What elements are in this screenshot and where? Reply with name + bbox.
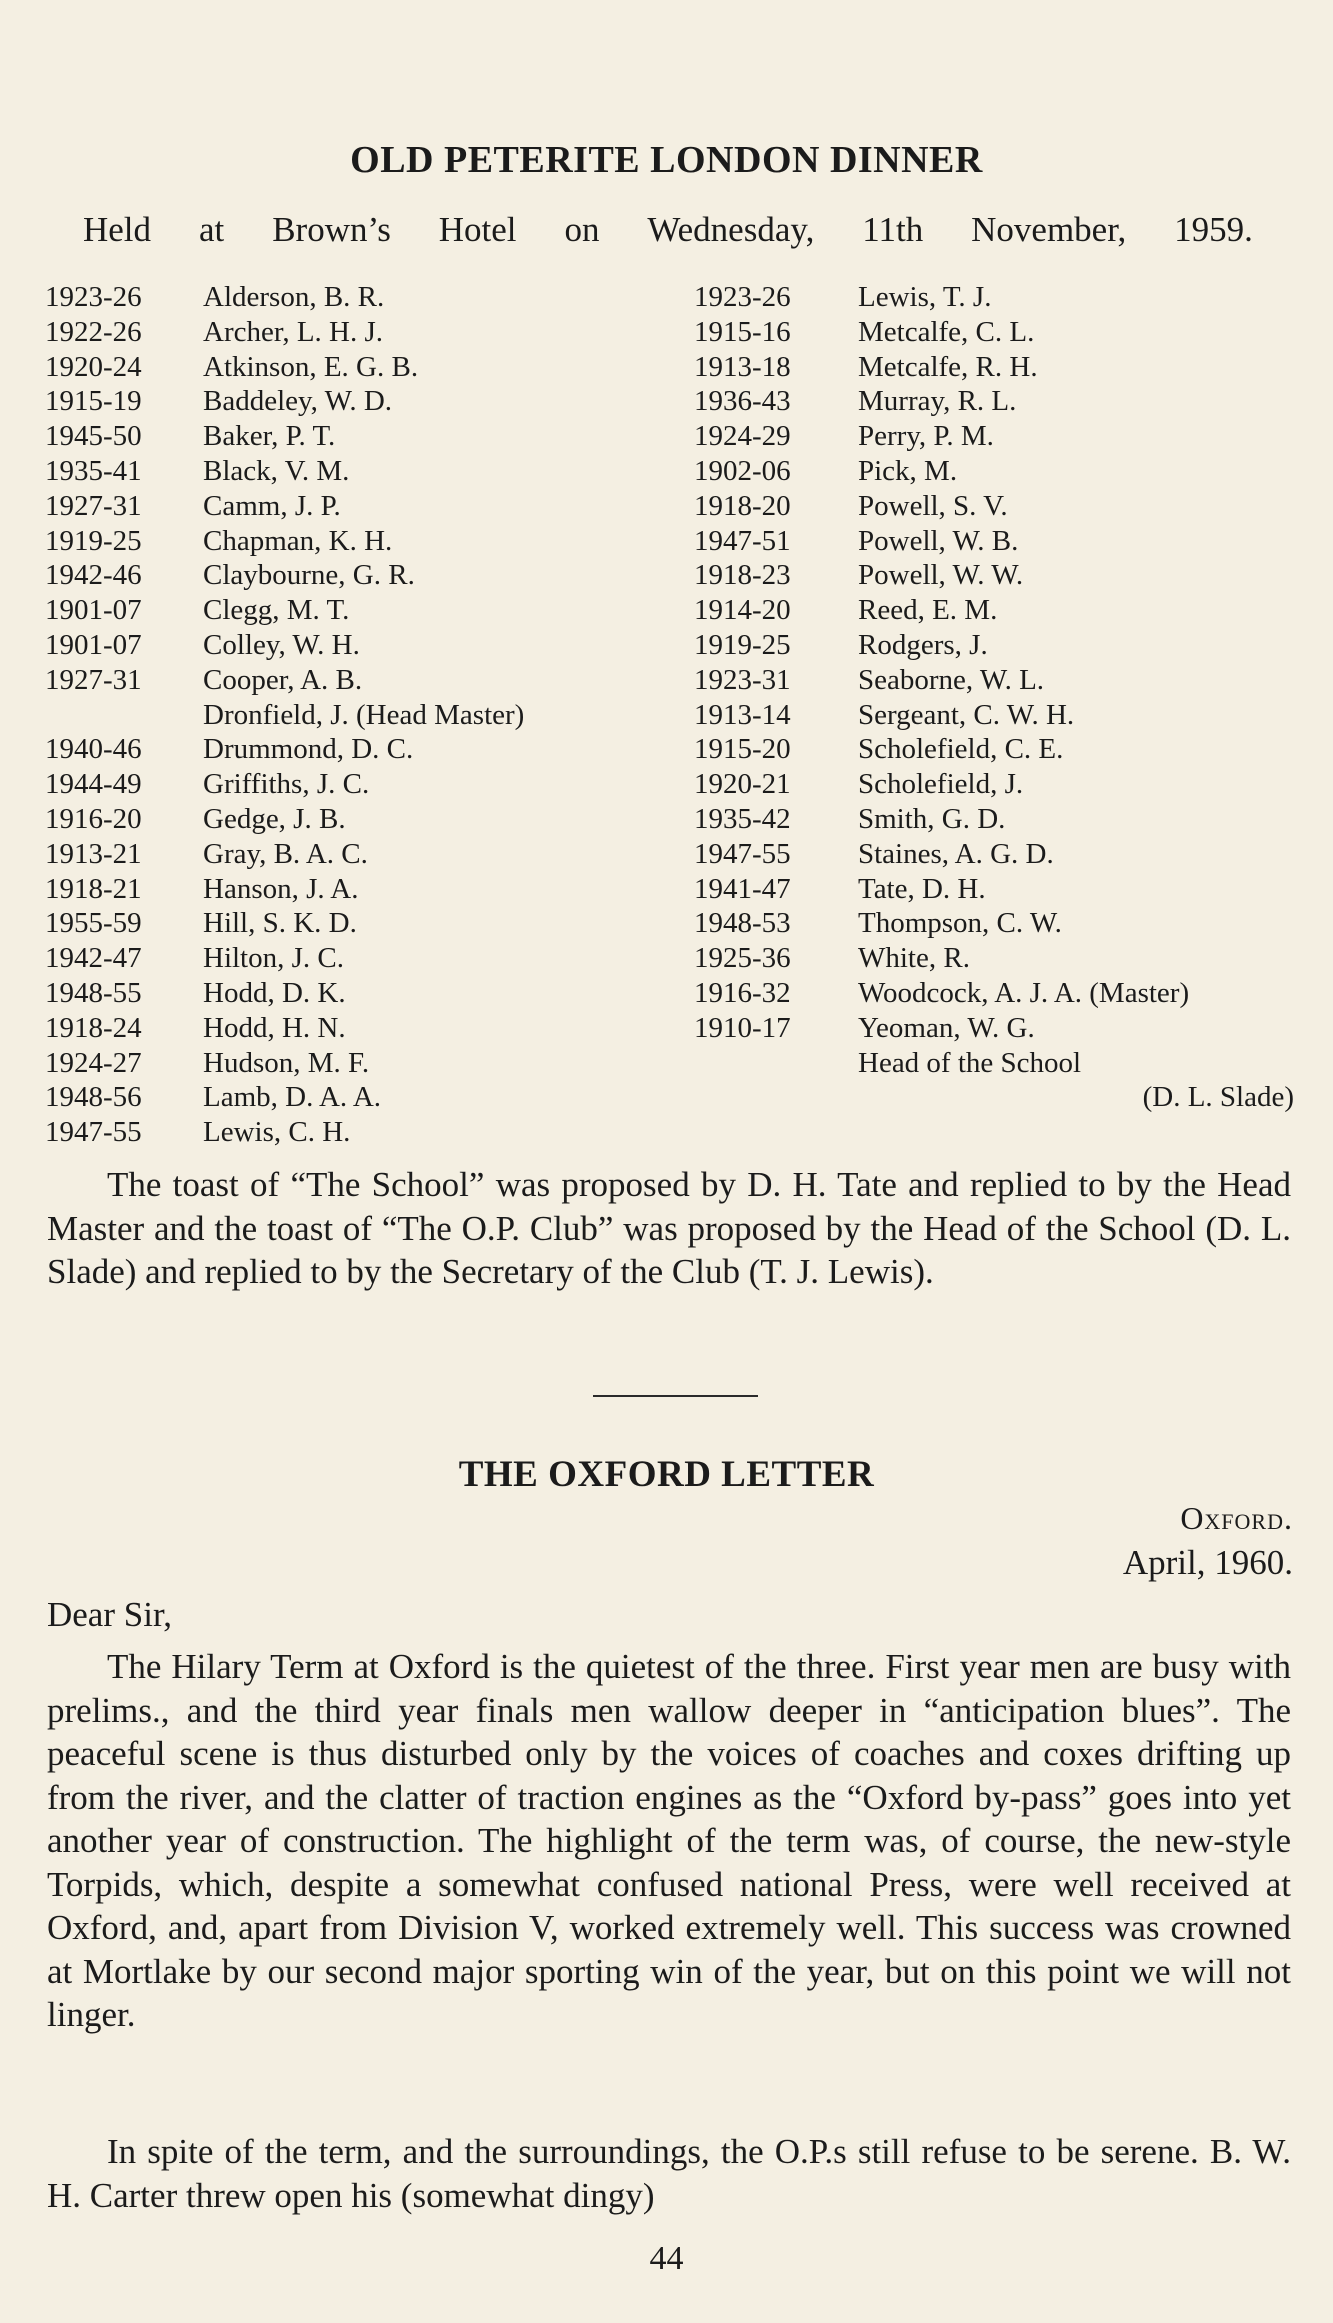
- attendee-years: 1927-31: [45, 489, 142, 522]
- attendee-years: 1918-23: [694, 559, 791, 592]
- attendee-name: Chapman, K. H.: [203, 524, 393, 557]
- attendee-row: [694, 558, 1294, 593]
- section-divider: [593, 1395, 758, 1397]
- attendee-years: 1915-16: [694, 315, 791, 348]
- attendee-row: [694, 315, 1294, 350]
- attendee-years: 1915-19: [45, 385, 142, 418]
- held-word: Wednesday,: [647, 210, 815, 249]
- attendee-row: [694, 280, 1294, 315]
- attendee-row: [694, 941, 1294, 976]
- attendee-name: Scholefield, C. E.: [858, 733, 1064, 766]
- attendee-years: 1919-25: [694, 628, 791, 661]
- attendee-name: Black, V. M.: [203, 454, 350, 487]
- attendee-row: [694, 698, 1294, 733]
- attendee-row: [694, 976, 1294, 1011]
- attendee-row: [694, 767, 1294, 802]
- attendee-years: 1941-47: [694, 872, 791, 905]
- attendee-years: 1925-36: [694, 942, 791, 975]
- attendee-name: Seaborne, W. L.: [858, 663, 1045, 696]
- attendee-name: Claybourne, G. R.: [203, 559, 415, 592]
- attendee-years: 1942-46: [45, 559, 142, 592]
- attendee-row: [694, 663, 1294, 698]
- held-word: Held: [83, 210, 152, 249]
- attendee-name: Yeoman, W. G.: [858, 1011, 1035, 1044]
- attendee-row: [694, 1011, 1294, 1046]
- attendee-name: Tate, D. H.: [858, 872, 986, 905]
- attendee-row: [694, 1046, 1294, 1081]
- held-word: 1959.: [1174, 210, 1253, 249]
- attendee-years: 1915-20: [694, 733, 791, 766]
- attendee-years: 1910-17: [694, 1011, 791, 1044]
- attendee-name: Alderson, B. R.: [203, 281, 385, 313]
- held-word: November,: [971, 210, 1127, 249]
- letter-paragraph-1: The Hilary Term at Oxford is the quietest of the three. First year men are busy with prelims., and the third year finals men wallow deeper in “anticipation blues”. The peaceful scene is thus disturbed only by the voices of coaches and coxes drifting up from the river, and the clatter of traction engines as the “Oxford by-pass” goes into yet another year of construction. The highlight of the term was, of course, the new-style Torpids, which, despite a somewhat confused national Press, were well received at Oxford, and, apart from Division V, worked extremely well. This success was crowned at Mortlake by our second major sporting win of the year, but on this point we will not linger.: [47, 1647, 1291, 2034]
- attendee-name: (D. L. Slade): [1142, 1081, 1294, 1114]
- attendee-name: White, R.: [858, 942, 970, 975]
- attendee-years: 1924-27: [45, 1046, 142, 1079]
- letter-paragraph-2: In spite of the term, and the surroundings, the O.P.s still refuse to be serene. B. W. H. Carter threw open his (somewhat dingy): [47, 2132, 1291, 2215]
- attendee-name: Metcalfe, R. H.: [858, 350, 1038, 383]
- attendee-name: Pick, M.: [858, 454, 958, 487]
- held-word: at: [198, 210, 225, 249]
- attendee-years: 1901-07: [45, 594, 142, 627]
- attendee-years: 1947-55: [45, 1116, 142, 1149]
- held-word: Hotel: [438, 210, 517, 249]
- attendee-name: Gray, B. A. C.: [203, 837, 368, 870]
- toast-paragraph: The toast of “The School” was proposed by D. H. Tate and replied to by the Head Master and the toast of “The O.P. Club” was proposed by the Head of the School (D. L. Slade) and replied to by the Secretary of the Club (T. J. Lewis).: [47, 1165, 1291, 1291]
- attendee-years: 1923-31: [694, 663, 791, 696]
- page-number: 44: [649, 2240, 684, 2277]
- attendee-years: 1913-21: [45, 837, 142, 870]
- attendee-name: Reed, E. M.: [858, 594, 998, 627]
- attendee-years: 1918-21: [45, 872, 142, 905]
- attendee-years: 1913-14: [694, 698, 791, 731]
- attendee-years: 1936-43: [694, 385, 791, 418]
- attendee-name: Lamb, D. A. A.: [203, 1081, 382, 1114]
- attendee-row: [694, 802, 1294, 837]
- attendee-years: 1920-21: [694, 768, 791, 801]
- attendee-name: Murray, R. L.: [858, 385, 1017, 418]
- dinner-title: OLD PETERITE LONDON DINNER: [350, 139, 983, 181]
- attendee-years: 1923-26: [45, 281, 142, 313]
- attendee-row: [694, 837, 1294, 872]
- letter-title: THE OXFORD LETTER: [458, 1454, 875, 1495]
- attendee-row: [694, 350, 1294, 385]
- attendee-name: Rodgers, J.: [858, 628, 988, 661]
- attendee-name: Lewis, T. J.: [858, 281, 992, 313]
- attendee-years: 1948-55: [45, 976, 142, 1009]
- attendee-years: 1920-24: [45, 350, 142, 383]
- attendee-years: 1935-42: [694, 802, 791, 835]
- attendee-years: 1918-20: [694, 489, 791, 522]
- attendee-years: 1947-51: [694, 524, 791, 557]
- attendee-years: 1918-24: [45, 1011, 142, 1044]
- attendee-name: Clegg, M. T.: [203, 594, 350, 627]
- attendee-name: Gedge, J. B.: [203, 802, 346, 835]
- attendee-row: [694, 419, 1294, 454]
- attendee-name: Baddeley, W. D.: [203, 385, 393, 418]
- attendee-years: 1942-47: [45, 942, 142, 975]
- attendee-name: Head of the School: [858, 1046, 1082, 1079]
- attendee-years: 1901-07: [45, 628, 142, 661]
- attendee-years: 1944-49: [45, 768, 142, 801]
- attendee-years: 1940-46: [45, 733, 142, 766]
- attendee-list-right: [694, 280, 1294, 1115]
- held-word: on: [564, 210, 600, 249]
- attendee-name: Hodd, H. N.: [203, 1011, 346, 1044]
- attendee-name: Atkinson, E. G. B.: [203, 350, 419, 383]
- attendee-years: 1948-56: [45, 1081, 142, 1114]
- attendee-name: Camm, J. P.: [203, 489, 341, 522]
- letter-salutation: Dear Sir,: [47, 1595, 172, 1634]
- dinner-held-line: [83, 210, 1253, 250]
- attendee-row: [694, 384, 1294, 419]
- attendee-years: 1919-25: [45, 524, 142, 557]
- attendee-name: Smith, G. D.: [858, 802, 1006, 835]
- held-word: 11th: [862, 210, 924, 249]
- attendee-years: 1948-53: [694, 907, 791, 940]
- attendee-row: [694, 906, 1294, 941]
- attendee-row: [694, 872, 1294, 907]
- attendee-name: Thompson, C. W.: [858, 907, 1062, 940]
- attendee-years: 1947-55: [694, 837, 791, 870]
- attendee-name: Powell, S. V.: [858, 489, 1008, 522]
- attendee-name: Scholefield, J.: [858, 768, 1024, 801]
- attendee-name: Powell, W. B.: [858, 524, 1019, 557]
- attendee-years: 1955-59: [45, 907, 142, 940]
- attendee-name: Sergeant, C. W. H.: [858, 698, 1075, 731]
- attendee-name: Metcalfe, C. L.: [858, 315, 1035, 348]
- attendee-years: 1945-50: [45, 420, 142, 453]
- attendee-years: 1935-41: [45, 454, 142, 487]
- attendee-row: [694, 593, 1294, 628]
- attendee-years: 1927-31: [45, 663, 142, 696]
- attendee-name: Lewis, C. H.: [203, 1116, 351, 1149]
- attendee-years: 1916-32: [694, 976, 791, 1009]
- attendee-name: Dronfield, J. (Head Master): [203, 698, 525, 731]
- held-word: Brown’s: [272, 210, 391, 249]
- attendee-row: [694, 628, 1294, 663]
- attendee-name: Griffiths, J. C.: [203, 768, 370, 801]
- attendee-name: Colley, W. H.: [203, 628, 360, 661]
- attendee-row: [694, 1080, 1294, 1115]
- attendee-years: 1902-06: [694, 454, 791, 487]
- attendee-row: [694, 732, 1294, 767]
- attendee-years: 1916-20: [45, 802, 142, 835]
- attendee-row: [694, 524, 1294, 559]
- attendee-row: [694, 454, 1294, 489]
- attendee-years: 1924-29: [694, 420, 791, 453]
- attendee-name: Archer, L. H. J.: [203, 315, 384, 348]
- attendee-years: 1913-18: [694, 350, 791, 383]
- attendee-name: Drummond, D. C.: [203, 733, 414, 766]
- attendee-name: Hilton, J. C.: [203, 942, 344, 975]
- attendee-name: Staines, A. G. D.: [858, 837, 1054, 870]
- attendee-name: Powell, W. W.: [858, 559, 1024, 592]
- attendee-name: Hodd, D. K.: [203, 976, 346, 1009]
- attendee-years: 1923-26: [694, 281, 791, 313]
- attendee-name: Baker, P. T.: [203, 420, 336, 453]
- attendee-name: Cooper, A. B.: [203, 663, 363, 696]
- attendee-name: Woodcock, A. J. A. (Master): [858, 976, 1190, 1009]
- attendee-name: Hanson, J. A.: [203, 872, 359, 905]
- attendee-name: Hudson, M. F.: [203, 1046, 370, 1079]
- letter-date: April, 1960.: [1122, 1543, 1293, 1582]
- attendee-name: Hill, S. K. D.: [203, 907, 357, 940]
- attendee-years: 1914-20: [694, 594, 791, 627]
- attendee-name: Perry, P. M.: [858, 420, 994, 453]
- attendee-row: [694, 489, 1294, 524]
- letter-place: Oxford.: [1180, 1500, 1293, 1536]
- attendee-years: 1922-26: [45, 315, 142, 348]
